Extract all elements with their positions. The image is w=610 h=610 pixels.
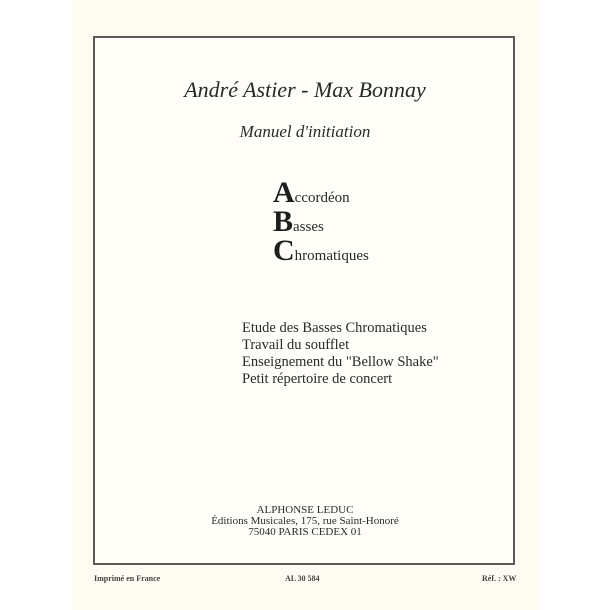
abc-initial: B: [273, 205, 294, 238]
catalog-number: AL 30 584: [285, 574, 320, 583]
topic-item: Enseignement du "Bellow Shake": [242, 354, 439, 370]
abc-word: ccordéon: [294, 190, 350, 206]
abc-line-chromatiques: [273, 236, 369, 265]
printed-in: Imprimé en France: [94, 574, 161, 583]
abc-title: [273, 178, 369, 265]
topic-item: Petit répertoire de concert: [242, 371, 393, 387]
abc-word: hromatiques: [294, 248, 369, 264]
abc-word: asses: [293, 219, 324, 235]
abc-initial: A: [273, 176, 295, 209]
publisher-city: 75040 PARIS CEDEX 01: [248, 526, 362, 538]
authors: André Astier - Max Bonnay: [184, 77, 426, 102]
publisher-address: Éditions Musicales, 175, rue Saint-Honoré: [211, 515, 399, 527]
topic-item: Travail du soufflet: [242, 337, 350, 353]
cover-border-frame: [93, 36, 515, 565]
topic-item: Etude des Basses Chromatiques: [242, 320, 427, 336]
abc-line-basses: [273, 207, 369, 236]
abc-initial: C: [273, 234, 295, 267]
reference: Réf. : XW: [482, 574, 517, 583]
subtitle: Manuel d'initiation: [239, 122, 371, 141]
publisher-name: ALPHONSE LEDUC: [256, 504, 354, 516]
topics-list: [242, 320, 439, 388]
publisher-block: [0, 505, 610, 538]
abc-line-accordeon: [273, 178, 369, 207]
